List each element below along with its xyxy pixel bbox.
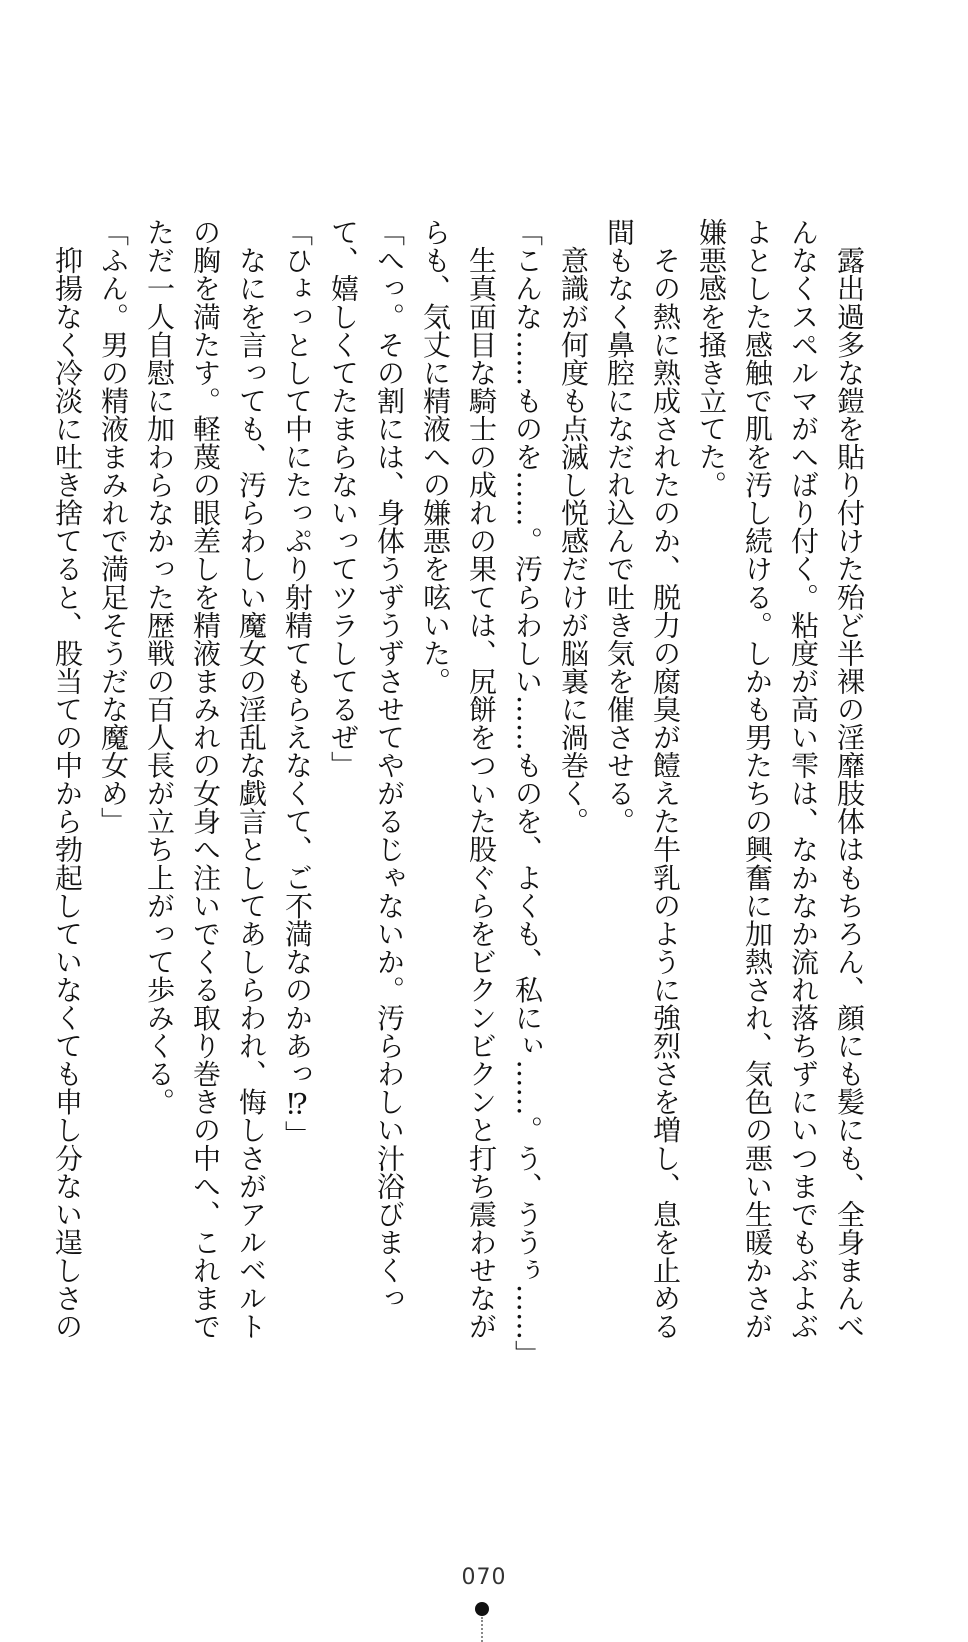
dialogue-line: 「へっ。その割には、身体うずうずさせてやがるじゃないか。汚らわしい汁浴びまくって、嬉しくてたまらないってツラしてるぜ」 [327,218,406,1312]
page-marker-dot [475,1602,489,1616]
paragraph: 生真面目な騎士の成れの果ては、尻餅をついた股ぐらをビクンビクンと打ち震わせながらも、気丈に精液への嫌悪を呟いた。 [419,218,498,1340]
page-number: 070 [461,1565,507,1590]
page-marker-line [481,1617,483,1642]
dialogue-line: 「ひょっとして中にたっぷり射精てもらえなくて、ご不満なのかあっ⁉」 [281,218,314,1149]
novel-text [51,218,872,1369]
paragraph: 露出過多な鎧を貼り付けた殆ど半裸の淫靡肢体はもちろん、顔にも髪にも、全身まんべんなくスペルマがへばり付く。粘度が高い雫は、なかなか流れ落ちずにいつまでもぶよぶよとした感触で肌を汚し続ける。しかも男たちの興奮に加熱され、気色の悪い生暖かさが嫌悪感を掻き立てた。 [695,218,866,1340]
paragraph: 意識が何度も点滅し悦感だけが脳裏に渦巻く。 [557,218,590,836]
dialogue-line: 「こんな……ものを……。汚らわしい……ものを、よくも、私にぃ……。う、ううぅ……」 [511,218,544,1369]
paragraph: その熱に熟成されたのか、脱力の腐臭が饐えた牛乳のように強烈さを増し、息を止める間もなく鼻腔になだれ込んで吐き気を催させる。 [603,218,682,1340]
dialogue-line: 「ふん。男の精液まみれで満足そうだな魔女め」 [97,218,130,836]
paragraph: なにを言っても、汚らわしい魔女の淫乱な戯言としてあしらわれ、悔しさがアルベルトの胸を満たす。軽蔑の眼差しを精液まみれの女身へ注いでくる取り巻きの中へ、これまでただ一人自慰に加わらなかった歴戦の百人長が立ち上がって歩みくる。 [143,218,268,1340]
paragraph: 抑揚なく冷淡に吐き捨てると、股当ての中から勃起していなくても申し分ない逞しさの [51,218,84,1340]
page-footer [0,1565,968,1642]
